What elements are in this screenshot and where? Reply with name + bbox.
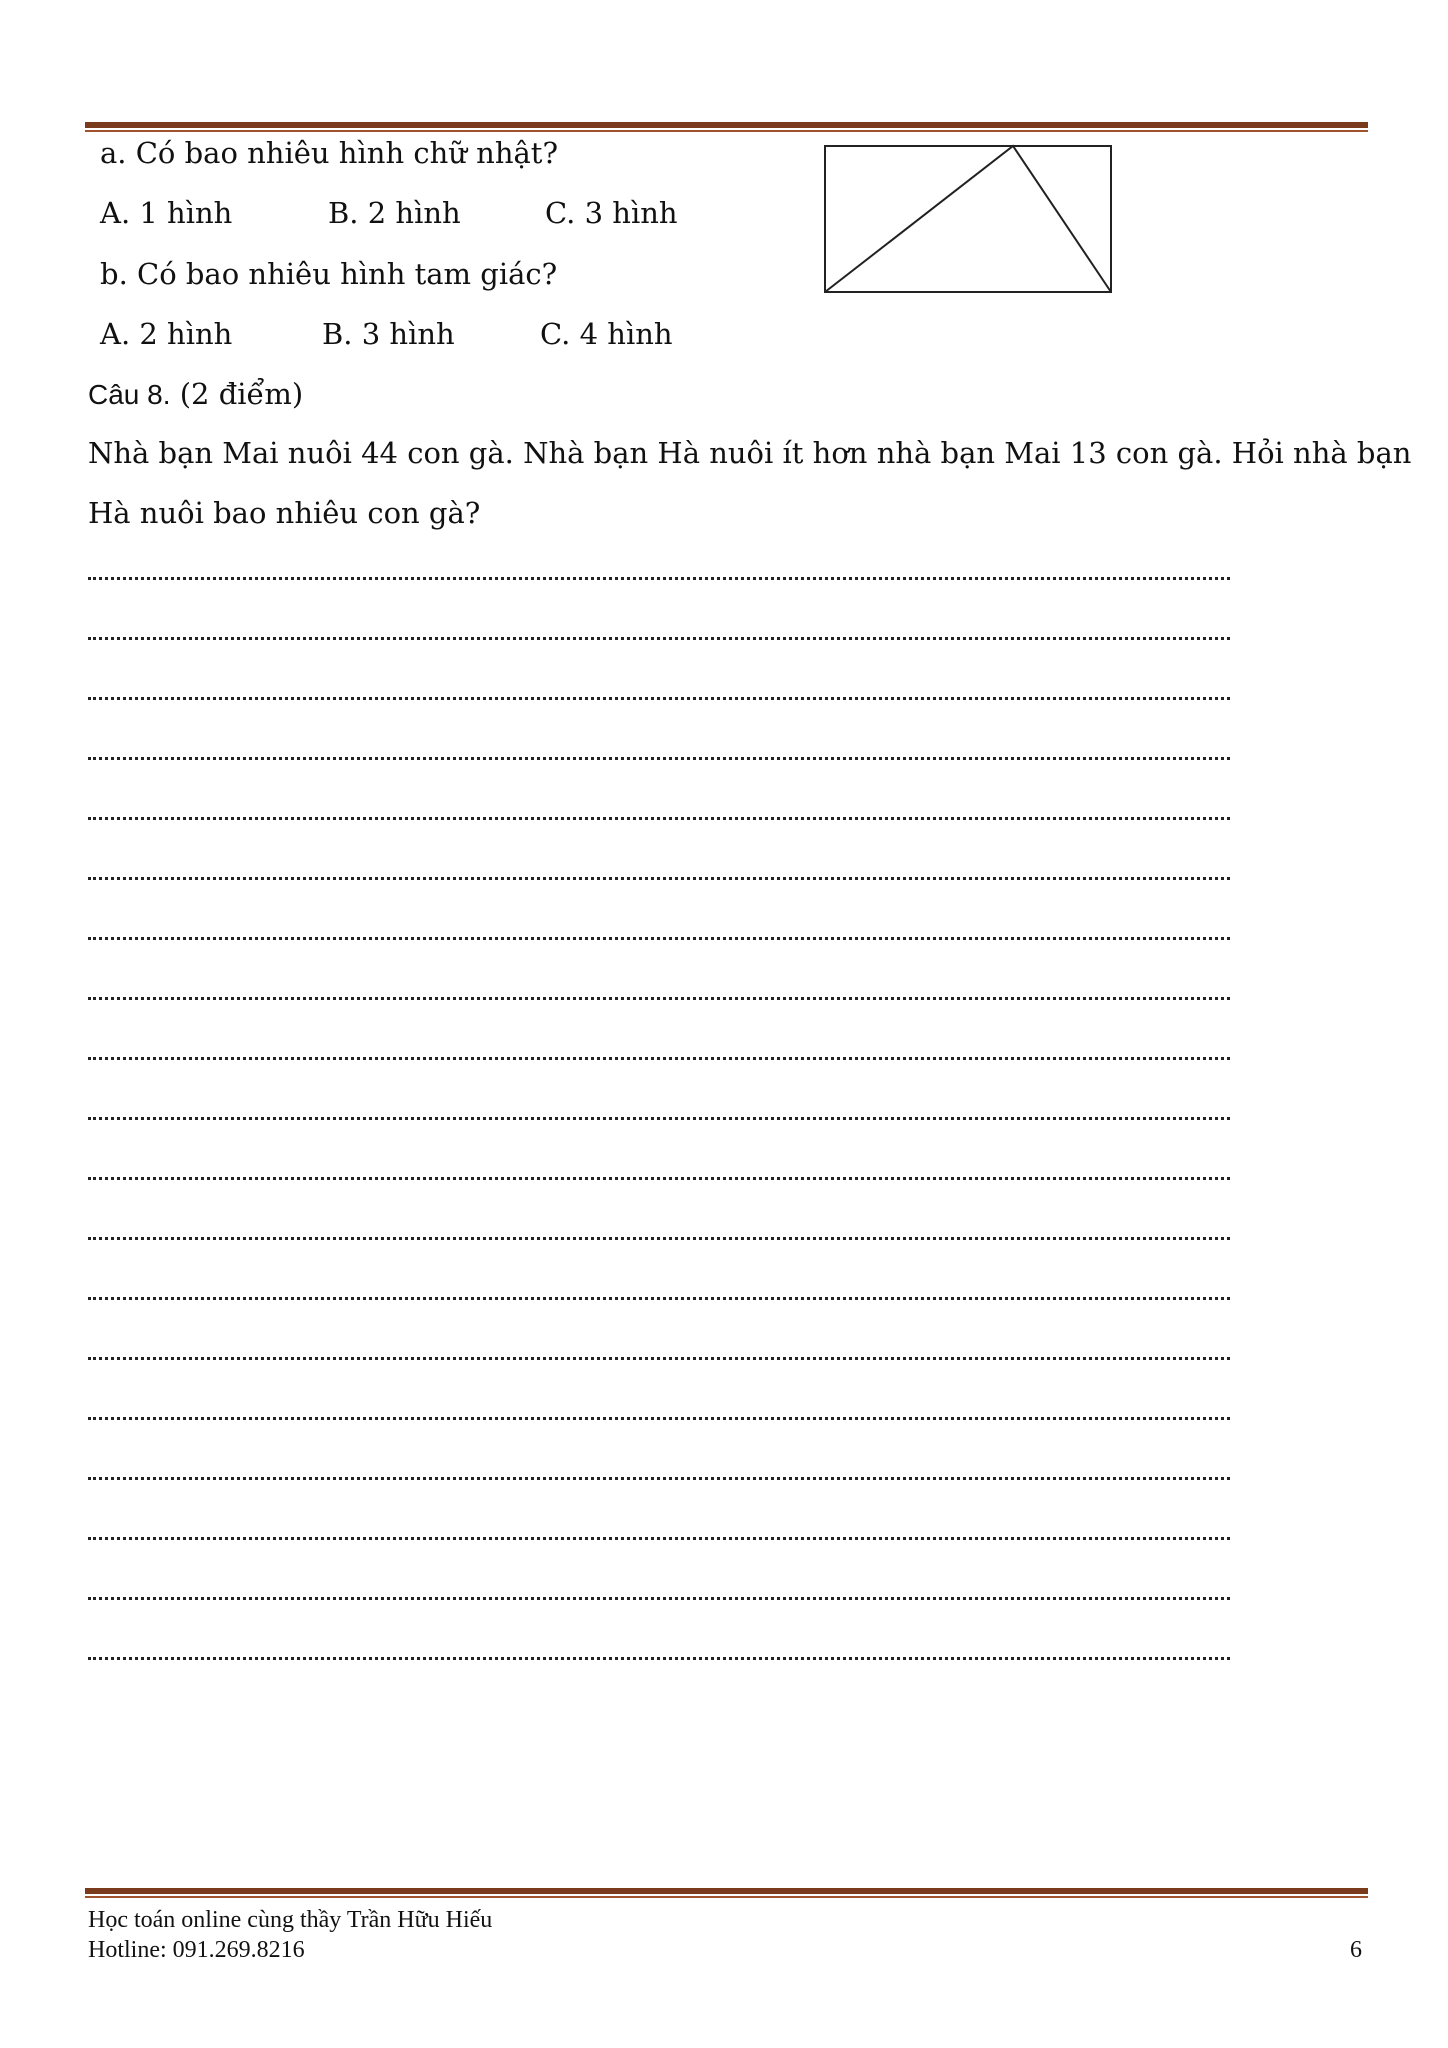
answer-line[interactable] [88, 1417, 1230, 1420]
answer-line[interactable] [88, 1057, 1230, 1060]
answer-line[interactable] [88, 1297, 1230, 1300]
answer-line[interactable] [88, 1537, 1230, 1540]
footer-rule [85, 1888, 1368, 1898]
footer-credit: Học toán online cùng thầy Trần Hữu Hiếu [88, 1907, 493, 1933]
question-7b-option-a: A. 2 hình [100, 317, 233, 351]
question-7a-option-a: A. 1 hình [100, 196, 233, 230]
question-7b-prompt: b. Có bao nhiêu hình tam giác? [100, 257, 558, 291]
answer-line[interactable] [88, 1357, 1230, 1360]
answer-line[interactable] [88, 697, 1230, 700]
answer-line[interactable] [88, 1177, 1230, 1180]
answer-line[interactable] [88, 577, 1230, 580]
figure-triangle-sides [825, 146, 1111, 292]
answer-line[interactable] [88, 1657, 1230, 1660]
question-8-text-line1: Nhà bạn Mai nuôi 44 con gà. Nhà bạn Hà nuôi ít hơn nhà bạn Mai 13 con gà. Hỏi nhà bạn [88, 436, 1412, 470]
answer-line[interactable] [88, 877, 1230, 880]
question-8-text-line2: Hà nuôi bao nhiêu con gà? [88, 496, 481, 530]
answer-line[interactable] [88, 937, 1230, 940]
answer-line[interactable] [88, 1237, 1230, 1240]
answer-line[interactable] [88, 757, 1230, 760]
answer-line[interactable] [88, 817, 1230, 820]
question-8-points: (2 điểm) [179, 377, 304, 411]
question-7a-option-c: C. 3 hình [545, 196, 678, 230]
answer-line[interactable] [88, 1477, 1230, 1480]
question-7a-option-b: B. 2 hình [328, 196, 461, 230]
question-7b-option-c: C. 4 hình [540, 317, 673, 351]
figure-rectangle [825, 146, 1111, 292]
answer-line[interactable] [88, 1597, 1230, 1600]
question-7b-option-b: B. 3 hình [322, 317, 455, 351]
question-8-label: Câu 8. [88, 379, 171, 410]
answer-line[interactable] [88, 1117, 1230, 1120]
answer-line[interactable] [88, 637, 1230, 640]
header-rule [85, 122, 1368, 132]
question-8-heading [88, 376, 303, 413]
answer-line[interactable] [88, 997, 1230, 1000]
footer-hotline: Hotline: 091.269.8216 [88, 1937, 305, 1963]
page-number: 6 [1350, 1937, 1362, 1963]
rectangle-triangle-figure [820, 140, 1120, 300]
question-7a-prompt: a. Có bao nhiêu hình chữ nhật? [100, 136, 558, 170]
